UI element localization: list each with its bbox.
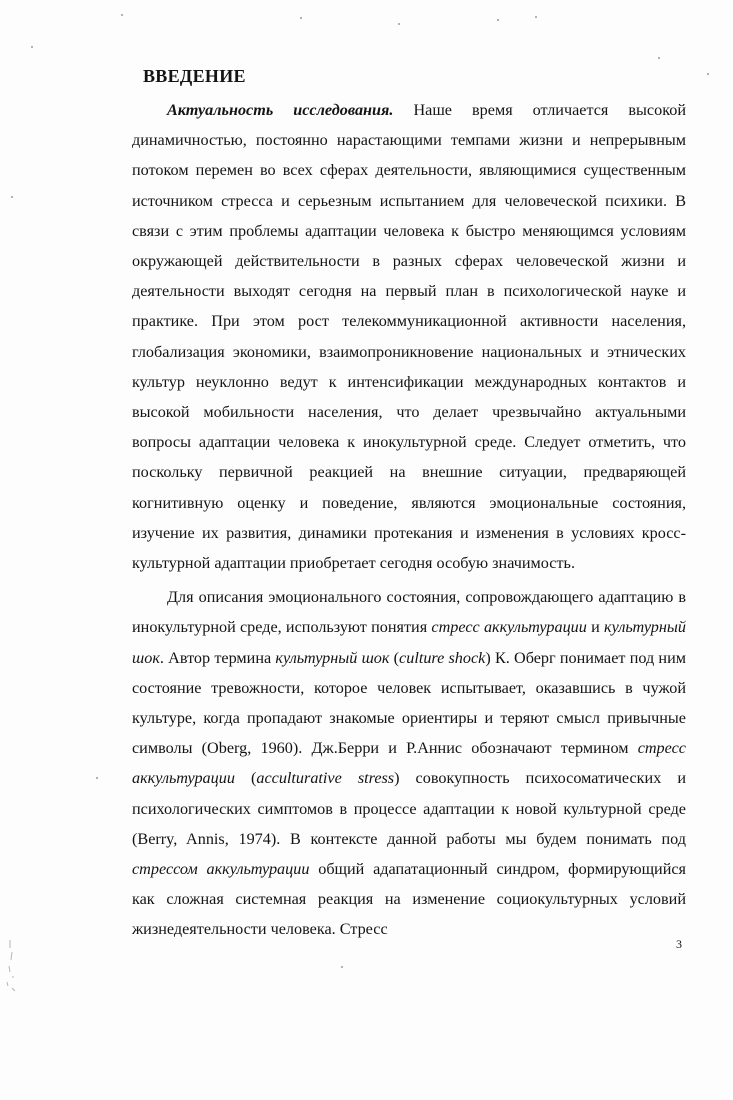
scan-speck — [535, 16, 537, 18]
scan-speck — [121, 14, 123, 16]
scan-speck — [300, 17, 302, 19]
text-run: ( — [234, 769, 257, 788]
text-run: ) К. Оберг понимает под ним состояние тревожности, которое человек испытывает, оказавшись в чужой культуре, когда пропадают знакомые ориентиры и теряют смысл привычные символы (Oberg, 1960). Дж.Берри и Р.Аннис обозначают термином — [132, 648, 686, 758]
text-run: ) совокупность психосоматических и психологических симптомов в процессе адаптации к новой культурной среде (Berry, Annis, 1974). В контексте данной работы мы будем понимать под — [132, 769, 687, 848]
scan-speck — [96, 777, 98, 779]
paragraph-relevance — [132, 95, 686, 578]
lead-phrase: Актуальность исследования. — [167, 101, 394, 119]
scan-speck — [31, 46, 33, 48]
text-run: Для описания эмоционального состояния, сопровождающего адаптацию в инокультурной среде, используют понятия — [132, 588, 686, 637]
text-run: ( — [389, 648, 400, 667]
page-number: 3 — [676, 937, 682, 951]
scan-speck — [11, 196, 13, 198]
body-text — [132, 95, 686, 945]
section-heading: ВВЕДЕНИЕ — [143, 66, 246, 86]
scan-speck — [707, 73, 709, 75]
text-run: и — [586, 618, 605, 637]
scan-speck — [341, 966, 343, 968]
term: стресс аккультурации — [431, 618, 587, 637]
term: культурный шок — [275, 648, 390, 667]
scan-speck — [398, 23, 400, 25]
scan-speck — [658, 57, 660, 59]
text-run: . Автор термина — [159, 648, 276, 667]
term: культурный шок — [132, 618, 686, 667]
paragraph-text: Наше время отличается высокой динамичностью, постоянно нарастающими темпами жизни и непрерывным потоком перемен во всех сферах деятельности, являющимися существенным источником стресса и серьезным испытанием для человеческой психики. В связи с этим проблемы адаптации человека к быстро меняющимся условиям окружающей действительности в разных сферах человеческой жизни и деятельности выходят сегодня на первый план в психологической науке и практике. При этом рост телекоммуникационной активности населения, глобализация экономики, взаимопроникновение национальных и этнических культур неуклонно ведут к интенсификации международных контактов и высокой мобильности населения, что делает чрезвычайно актуальными вопросы адаптации человека к инокультурной среде. Следует отметить, что поскольку первичной реакцией на внешние ситуации, предваряющей когнитивную оценку и поведение, являются эмоциональные состояния, изучение их развития, динамики протекания и изменения в условиях кросс-культурной адаптации приобретает сегодня особую значимость. — [132, 101, 687, 573]
term: acculturative stress — [256, 769, 395, 788]
term: стресс аккультурации — [132, 739, 686, 788]
text-run: общий адапатационный синдром, формирующийся как сложная системная реакция на изменение социокультурных условий жизнедеятельности человека. Стресс — [132, 860, 686, 939]
scan-speck — [497, 19, 499, 21]
paragraph-definitions — [132, 582, 686, 944]
term: стрессом аккультурации — [132, 860, 310, 879]
margin-scan-mark — [4, 938, 18, 994]
term: culture shock — [399, 648, 486, 667]
